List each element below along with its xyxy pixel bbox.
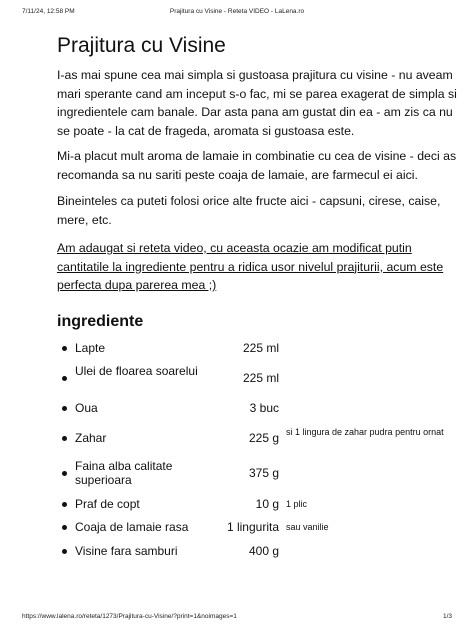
ingredient-name: Lapte	[75, 341, 106, 355]
intro-paragraph: I-as mai spune cea mai simpla si gustoasa prajitura cu visine - nu aveam mari sperante cand am inceput s-o fac, mi se parea exagerat de simpla si ingredientele cam banale. Dar asta pana am gustat din ea - am zis ca nu se poate - la cat de frageda, aromata si gustoasa este.	[57, 68, 457, 138]
ingredient-quantity: 400 g	[248, 544, 279, 558]
ingredient-name: Zahar	[75, 431, 107, 445]
ingredient-row	[57, 544, 459, 574]
ingredient-quantity: 225 ml	[242, 341, 279, 355]
bullet-icon	[62, 436, 67, 441]
ingredient-quantity: 225 ml	[242, 371, 279, 385]
ingredient-name: Coaja de lamaie rasa	[75, 520, 189, 534]
ingredient-name: Visine fara samburi	[75, 544, 178, 558]
print-url: https://www.lalena.ro/reteta/1273/Prajitura-cu-Visine/?print=1&noimages=1	[22, 613, 237, 620]
fruits-paragraph: Bineinteles ca puteti folosi orice alte fructe aici - capsuni, cirese, caise, mere, etc.	[57, 194, 441, 227]
ingredient-note: si 1 lingura de zahar pudra pentru ornat	[286, 427, 444, 437]
ingredient-quantity: 225 g	[248, 431, 279, 445]
print-datetime: 7/11/24, 12:58 PM	[22, 8, 75, 15]
print-page-title: Prajitura cu Visine - Reteta VIDEO - LaLena.ro	[169, 8, 305, 15]
recipe-title: Prajitura cu Visine	[57, 34, 226, 57]
ingredient-quantity: 375 g	[248, 466, 279, 480]
ingredient-name: Ulei de floarea soarelui	[75, 364, 198, 378]
ingredient-row	[57, 424, 459, 454]
page-number: 1/3	[442, 613, 452, 620]
bullet-icon	[62, 549, 67, 554]
bullet-icon	[62, 376, 67, 381]
bullet-icon	[62, 502, 67, 507]
ingredient-name: Oua	[75, 401, 98, 415]
ingredient-note: sau vanilie	[286, 522, 329, 532]
video-note-link[interactable]: Am adaugat si reteta video, cu aceasta ocazie am modificat putin cantitatile la ingrediente pentru a ridica usor nivelul prajiturii, acum este perfecta dupa parerea mea ;)	[57, 241, 444, 292]
ingredient-name: Faina alba calitate superioara	[75, 459, 173, 487]
ingredient-quantity: 10 g	[255, 497, 279, 511]
ingredient-note: 1 plic	[286, 499, 308, 509]
ingredient-name: Praf de copt	[75, 497, 140, 511]
ingredient-row	[57, 364, 459, 394]
lemon-paragraph: Mi-a placut mult aroma de lamaie in combinatie cu cea de visine - deci as recomanda sa nu sariti peste coaja de lamaie, are farmecul ei aici.	[57, 149, 457, 182]
ingredients-heading: ingrediente	[57, 313, 144, 330]
bullet-icon	[62, 406, 67, 411]
bullet-icon	[62, 471, 67, 476]
ingredient-row	[57, 459, 459, 489]
ingredient-quantity: 1 lingurita	[226, 520, 279, 534]
bullet-icon	[62, 525, 67, 530]
bullet-icon	[62, 346, 67, 351]
ingredient-quantity: 3 buc	[249, 401, 279, 415]
